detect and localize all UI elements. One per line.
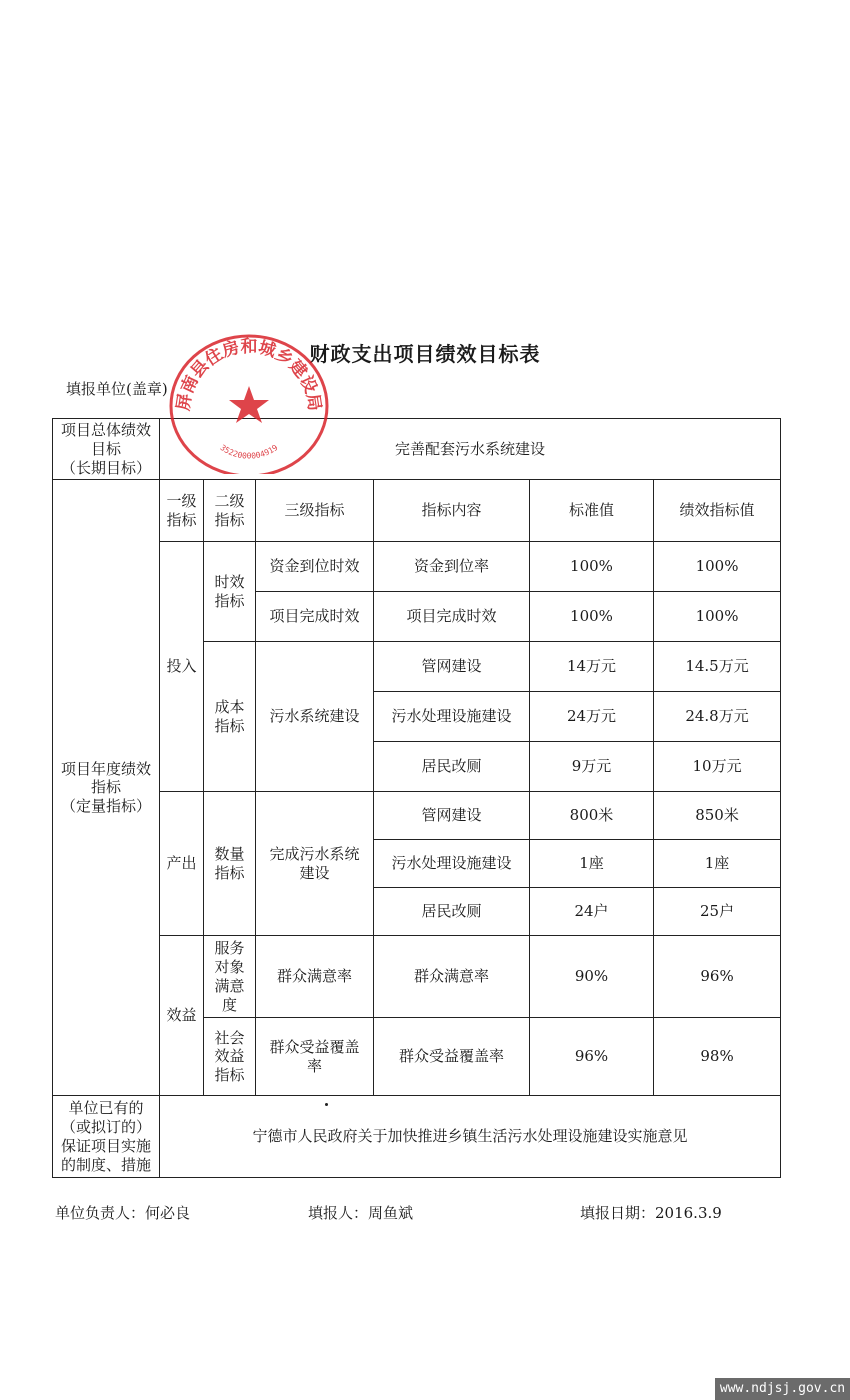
overall-goal-value: 完善配套污水系统建设 (160, 419, 781, 480)
level2-quantity (204, 792, 256, 936)
cell-line: 保证项目实施 (60, 1136, 151, 1155)
cell-line: 项目总体绩效 (60, 421, 151, 439)
cell-line: 指标 (214, 716, 245, 735)
cell-line: 度 (221, 995, 237, 1014)
row-standard: 100% (530, 592, 654, 642)
seal-ring (171, 336, 327, 474)
cell-line: 单位已有的 (68, 1099, 144, 1118)
row-content: 资金到位率 (374, 542, 530, 592)
level2-timeliness (204, 542, 256, 642)
header-standard: 标准值 (530, 480, 654, 542)
cell-line: 时效 (214, 573, 245, 591)
seal-code-path (219, 443, 280, 461)
row-standard: 800米 (530, 792, 654, 840)
site-watermark: www.ndjsj.gov.cn (715, 1378, 850, 1400)
system-value: 宁德市人民政府关于加快推进乡镇生活污水处理设施建设实施意见 (160, 1096, 781, 1178)
cell-line: 建设 (299, 863, 330, 882)
cell-line: 完成污水系统 (269, 845, 360, 863)
row-standard: 90% (530, 936, 654, 1018)
reporter-unit-label: 填报单位(盖章) (66, 380, 168, 398)
official-seal (163, 328, 335, 474)
group-benefit: 效益 (160, 936, 204, 1096)
cell-line: 二级 (214, 492, 245, 510)
footer-filler: 填报人：周鱼斌 (308, 1204, 414, 1222)
group-output: 产出 (160, 792, 204, 936)
level2-service-satisfaction (204, 936, 256, 1018)
cell-line: 数量 (214, 845, 245, 863)
cell-line: 指标 (90, 778, 121, 797)
row-target: 25户 (654, 888, 781, 936)
row-content: 污水处理设施建设 (374, 840, 530, 888)
row-target: 100% (654, 592, 781, 642)
cell-line: （定量指标） (60, 797, 151, 816)
row-content: 居民改厕 (374, 888, 530, 936)
row-target: 100% (654, 542, 781, 592)
row-content: 群众受益覆盖率 (374, 1018, 530, 1096)
level2-cost (204, 642, 256, 792)
row-content: 污水处理设施建设 (374, 692, 530, 742)
cell-line: 指标 (214, 863, 245, 882)
row-target: 10万元 (654, 742, 781, 792)
row-standard: 100% (530, 542, 654, 592)
row-content: 管网建设 (374, 642, 530, 692)
row-content: 居民改厕 (374, 742, 530, 792)
row-standard: 96% (530, 1018, 654, 1096)
row-target: 14.5万元 (654, 642, 781, 692)
cell-line: 效益 (214, 1047, 245, 1066)
header-level2 (204, 480, 256, 542)
cell-line: 满意 (214, 976, 245, 995)
cell-line: （长期目标） (60, 458, 151, 477)
row-content: 管网建设 (374, 792, 530, 840)
cell-line: 社会 (214, 1028, 245, 1047)
row-target: 24.8万元 (654, 692, 781, 742)
stray-dot (325, 1103, 328, 1106)
seal-code: 3522000004919 (218, 442, 280, 461)
header-target: 绩效指标值 (654, 480, 781, 542)
cell-line: 群众受益覆盖 (269, 1038, 360, 1056)
row-target: 850米 (654, 792, 781, 840)
cell-line: （或拟订的） (60, 1118, 151, 1136)
row-content: 群众满意率 (374, 936, 530, 1018)
header-content: 指标内容 (374, 480, 530, 542)
level3-satisfaction: 群众满意率 (256, 936, 374, 1018)
document-title: 财政支出项目绩效目标表 (309, 342, 541, 366)
annual-indicator-label (53, 480, 160, 1096)
level3-fund-timeliness: 资金到位时效 (256, 542, 374, 592)
row-content: 项目完成时效 (374, 592, 530, 642)
cell-line: 服务 (214, 939, 245, 958)
header-level1 (160, 480, 204, 542)
header-level3: 三级指标 (256, 480, 374, 542)
system-label (53, 1096, 160, 1178)
level3-sewage-construction: 污水系统建设 (256, 642, 374, 792)
footer-unit-head: 单位负责人：何必良 (55, 1204, 191, 1222)
row-target: 98% (654, 1018, 781, 1096)
level3-completion-timeliness: 项目完成时效 (256, 592, 374, 642)
row-target: 96% (654, 936, 781, 1018)
cell-line: 指标 (214, 591, 245, 610)
cell-line: 对象 (214, 958, 245, 976)
row-standard: 24户 (530, 888, 654, 936)
cell-line: 目标 (90, 439, 121, 458)
cell-line: 指标 (214, 510, 245, 529)
cell-line: 项目年度绩效 (60, 759, 151, 778)
row-standard: 24万元 (530, 692, 654, 742)
level3-complete-sewage (256, 792, 374, 936)
row-standard: 1座 (530, 840, 654, 888)
level3-coverage (256, 1018, 374, 1096)
seal-star-icon (229, 386, 269, 423)
performance-target-table (52, 418, 781, 1178)
cell-line: 成本 (214, 698, 245, 716)
cell-line: 的制度、措施 (60, 1155, 151, 1174)
footer-date: 填报日期：2016.3.9 (580, 1204, 722, 1222)
row-target: 1座 (654, 840, 781, 888)
cell-line: 率 (306, 1056, 322, 1075)
cell-line: 指标 (214, 1066, 245, 1085)
group-input: 投入 (160, 542, 204, 792)
cell-line: 一级 (166, 492, 197, 510)
level2-social-benefit (204, 1018, 256, 1096)
cell-line: 指标 (166, 510, 197, 529)
row-standard: 14万元 (530, 642, 654, 692)
row-standard: 9万元 (530, 742, 654, 792)
overall-goal-label (53, 419, 160, 480)
seal-text: 屏南县住房和城乡建设局 (173, 337, 325, 413)
